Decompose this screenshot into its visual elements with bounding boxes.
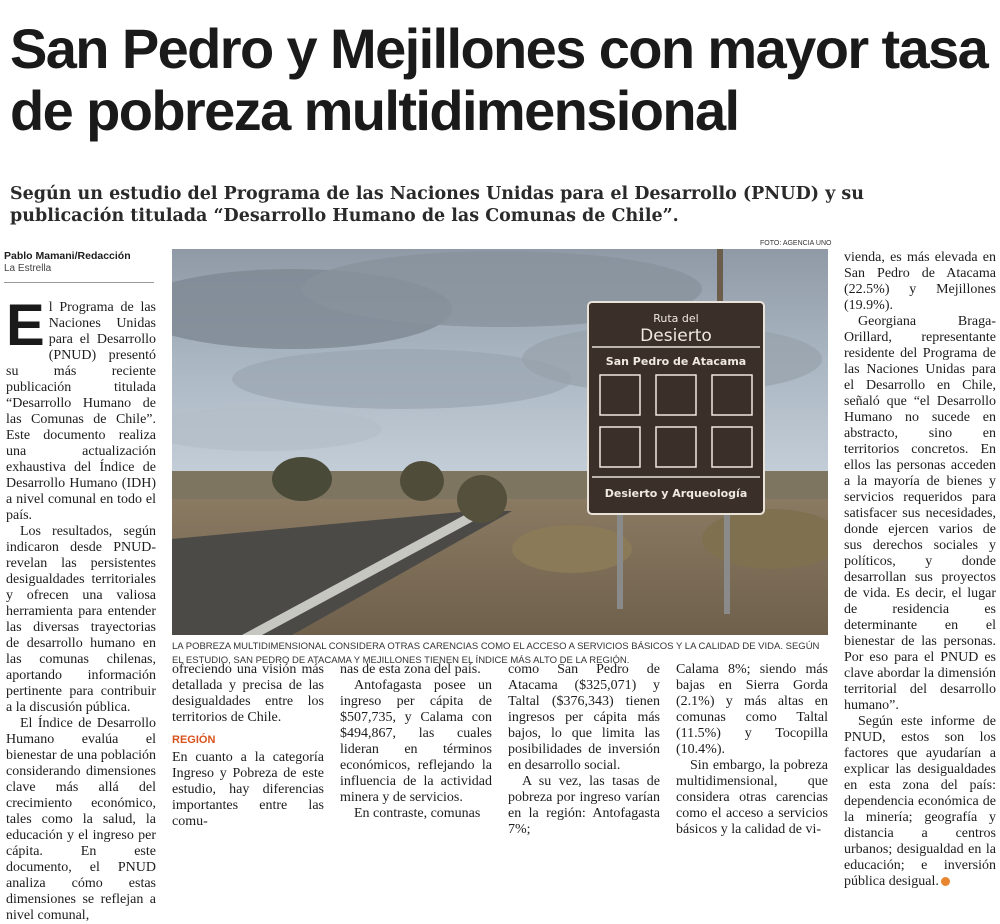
paragraph: El Índice de Desarrollo Humano evalúa el bienestar de una población considerando dimensiones clave más allá del crecimiento económico, tales como la salud, la educación y el ingreso per cápita. En este documento, el PNUD analiza cómo estas dimensiones se reflejan a nivel comunal, [6, 716, 156, 923]
paragraph: En cuanto a la categoría Ingreso y Pobreza de este estudio, hay diferencias importantes entre las comu- [172, 750, 324, 829]
paragraph: Georgiana Braga-Orillard, representante residente del Programa de las Naciones Unidas para el Desarrollo en Chile, señaló que “el Desarrollo Humano no sucede en abstracto, sino en territorios concretos. En ellos las personas acceden a la mayoría de bienes y servicios requeridos para satisfacer sus necesidades, donde ejercen varios de sus derechos sociales y políticos, y donde desarrollan sus proyectos de vida. Es decir, el lugar de residencia es determinante en el bienestar de las personas. Por eso para el PNUD es clave abordar la dimensión territorial del desarrollo humano”. [844, 314, 996, 713]
paragraph: vienda, es más elevada en San Pedro de Atacama (22.5%) y Mejillones (19.9%). [844, 250, 996, 313]
paragraph: Sin embargo, la pobreza multidimensional, que considera otras carencias como el acceso a servicios básicos y la calidad de vi- [676, 758, 828, 837]
column-4 [508, 662, 660, 838]
paragraph: El Programa de las Naciones Unidas para el Desarrollo (PNUD) presentó su más reciente publicación titulada “Desarrollo Humano de las Comunas de Chile”. Este documento realiza una actualización exhaustiva del Índice de Desarrollo Humano (IDH) a nivel comunal en todo el país. [6, 293, 156, 523]
paragraph: A su vez, las tasas de pobreza por ingreso varían en la región: Antofagasta 7%; [508, 774, 660, 837]
sign-line2: Desierto [640, 326, 712, 346]
column-5 [676, 662, 828, 838]
photo-credit: FOTO: AGENCIA UNO [760, 240, 832, 247]
end-mark-icon [941, 877, 950, 886]
column-6 [844, 250, 996, 890]
byline [4, 250, 154, 274]
photo-caption: LA POBREZA MULTIDIMENSIONAL CONSIDERA OTRAS CARENCIAS COMO EL ACCESO A SERVICIOS BÁSICOS Y LA CALIDAD DE VIDA. SEGÚN EL ESTUDIO, SAN PEDRO DE ATACAMA Y MEJILLONES TIENEN EL ÍNDICE MÁS ALTO DE LA REGIÓN. [172, 641, 820, 666]
section-heading: REGIÓN [172, 734, 216, 746]
deck-subtitle: Según un estudio del Programa de las Naciones Unidas para el Desarrollo (PNUD) y su publicación titulada “Desarrollo Humano de las Comunas de Chile”. [10, 184, 864, 226]
byline-divider [4, 282, 154, 283]
paragraph: ofreciendo una visión más detallada y precisa de las desigualdades entre los territorios de Chile. [172, 662, 324, 725]
paragraph: como San Pedro de Atacama ($325,071) y Taltal ($376,343) tienen ingresos per cápita más bajos, lo que limita las posibilidades de inversión en desarrollo social. [508, 662, 660, 773]
paragraph: Calama 8%; siendo más bajas en Sierra Gorda (2.1%) y más altas en comunas como Taltal (11.5%) y Tocopilla (10.4%). [676, 662, 828, 757]
paragraph: Antofagasta posee un ingreso per cápita de $507,735, y Calama con $494,867, las cuales lideran en términos económicos, reflejando la influencia de la actividad minera y de servicios. [340, 678, 492, 805]
paragraph: Según este informe de PNUD, estos son los factores que ayudarían a explicar las desigualdades en esta zona del país: dependencia económica de la minería; geografía y distancia a centros urbanos; desigualdad en la educación; e inversión pública desigual. [844, 714, 996, 889]
paragraph: nas de esta zona del país. [340, 662, 481, 677]
paragraph: Los resultados, según indicaron desde PNUD- revelan las persistentes desigualdades territoriales y ofrecen una valiosa herramienta para entender las diversas trayectorias de desarrollo humano en las comunas chilenas, aportando información pertinente para contribuir a la discusión pública. [6, 524, 156, 715]
article-photo [172, 249, 828, 635]
byline-outlet: La Estrella [4, 263, 52, 274]
column-2 [172, 662, 324, 830]
column-1 [6, 293, 156, 924]
sign-place: San Pedro de Atacama [605, 355, 747, 368]
dropcap: E [6, 293, 45, 358]
sign-bottom: Desierto y Arqueología [604, 487, 748, 500]
headline: San Pedro y Mejillones con mayor tasa de pobreza multidimensional [10, 17, 988, 142]
column-3 [340, 662, 492, 822]
byline-author: Pablo Mamani/Redacción [4, 250, 131, 262]
paragraph: En contraste, comunas [354, 806, 481, 821]
sign-line1: Ruta del [653, 312, 699, 325]
